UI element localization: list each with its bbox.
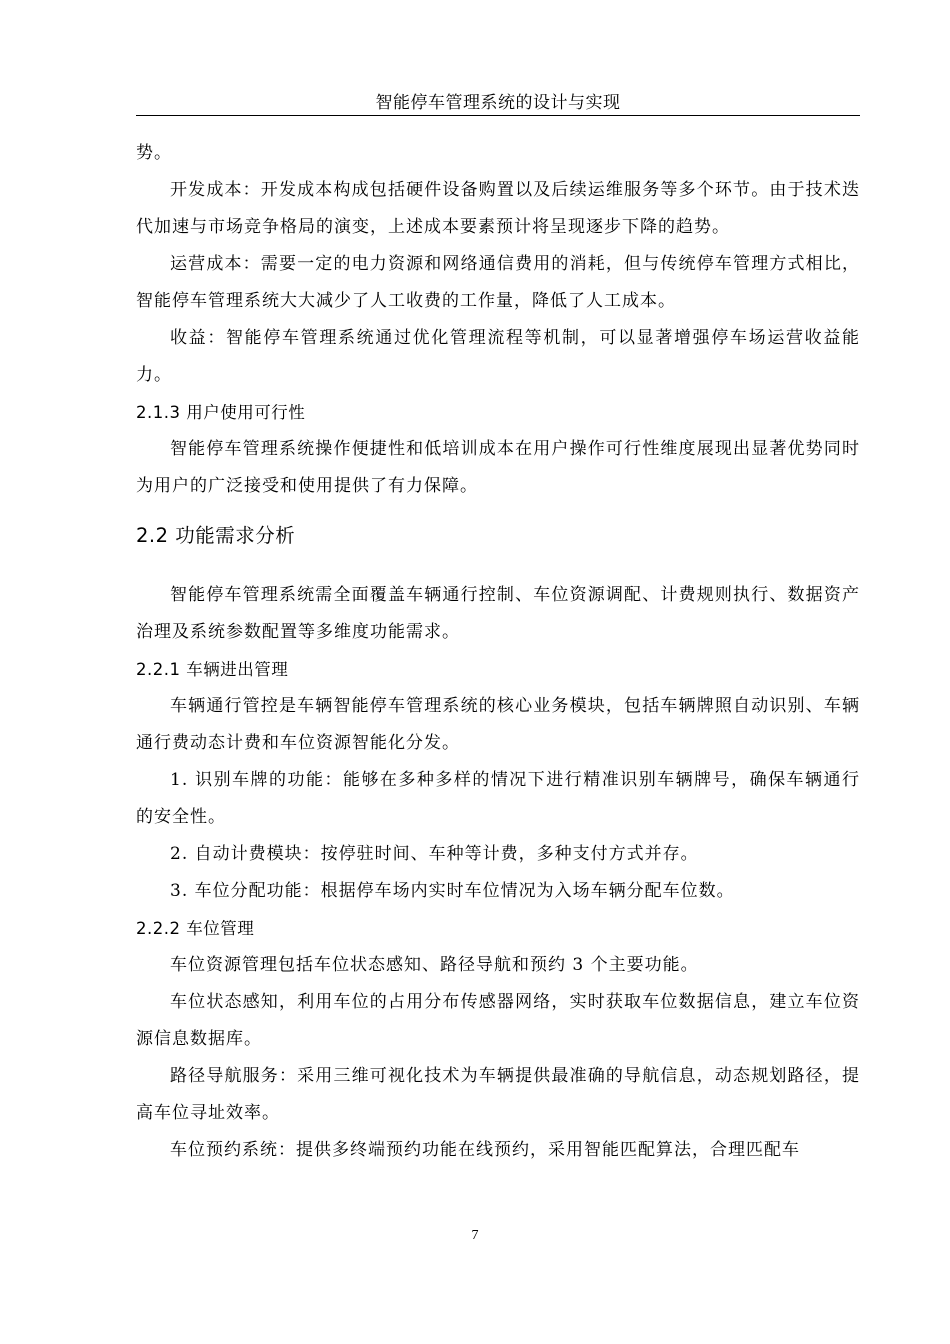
paragraph-continued: 势。 <box>136 143 172 163</box>
heading-2-2-1: 2.2.1 车辆进出管理 <box>136 660 289 679</box>
page-content <box>136 135 860 1169</box>
paragraph-functional-requirements: 智能停车管理系统需全面覆盖车辆通行控制、车位资源调配、计费规则执行、数据资产治理及系统参数配置等多维度功能需求。 <box>136 585 860 642</box>
list-item-auto-billing: 2. 自动计费模块：按停驻时间、车种等计费，多种支付方式并存。 <box>170 844 699 864</box>
paragraph-revenue: 收益：智能停车管理系统通过优化管理流程等机制，可以显著增强停车场运营收益能力。 <box>136 328 860 385</box>
heading-2-2: 2.2 功能需求分析 <box>136 524 296 547</box>
page-number: 7 <box>471 1228 479 1243</box>
paragraph-reservation: 车位预约系统：提供多终端预约功能在线预约，采用智能匹配算法，合理匹配车 <box>170 1140 800 1160</box>
heading-2-1-3: 2.1.3 用户使用可行性 <box>136 403 306 422</box>
paragraph-user-feasibility: 智能停车管理系统操作便捷性和低培训成本在用户操作可行性维度展现出显著优势同时为用户的广泛接受和使用提供了有力保障。 <box>136 439 860 496</box>
paragraph-navigation: 路径导航服务：采用三维可视化技术为车辆提供最准确的导航信息，动态规划路径，提高车位寻址效率。 <box>136 1066 860 1123</box>
paragraph-space-sensing: 车位状态感知，利用车位的占用分布传感器网络，实时获取车位数据信息，建立车位资源信息数据库。 <box>136 992 860 1049</box>
heading-2-2-2: 2.2.2 车位管理 <box>136 919 255 938</box>
header-rule <box>136 115 860 116</box>
list-item-space-allocation: 3. 车位分配功能：根据停车场内实时车位情况为入场车辆分配车位数。 <box>170 881 735 901</box>
running-header: 智能停车管理系统的设计与实现 <box>375 93 621 113</box>
list-item-plate-recognition: 1. 识别车牌的功能：能够在多种多样的情况下进行精准识别车辆牌号，确保车辆通行的安全性。 <box>136 770 860 827</box>
paragraph-operating-cost: 运营成本：需要一定的电力资源和网络通信费用的消耗，但与传统停车管理方式相比，智能停车管理系统大大减少了人工收费的工作量，降低了人工成本。 <box>136 254 860 311</box>
paragraph-space-management: 车位资源管理包括车位状态感知、路径导航和预约 3 个主要功能。 <box>170 955 699 975</box>
paragraph-vehicle-access: 车辆通行管控是车辆智能停车管理系统的核心业务模块，包括车辆牌照自动识别、车辆通行费动态计费和车位资源智能化分发。 <box>136 696 860 753</box>
paragraph-development-cost: 开发成本：开发成本构成包括硬件设备购置以及后续运维服务等多个环节。由于技术迭代加速与市场竞争格局的演变，上述成本要素预计将呈现逐步下降的趋势。 <box>136 180 860 237</box>
